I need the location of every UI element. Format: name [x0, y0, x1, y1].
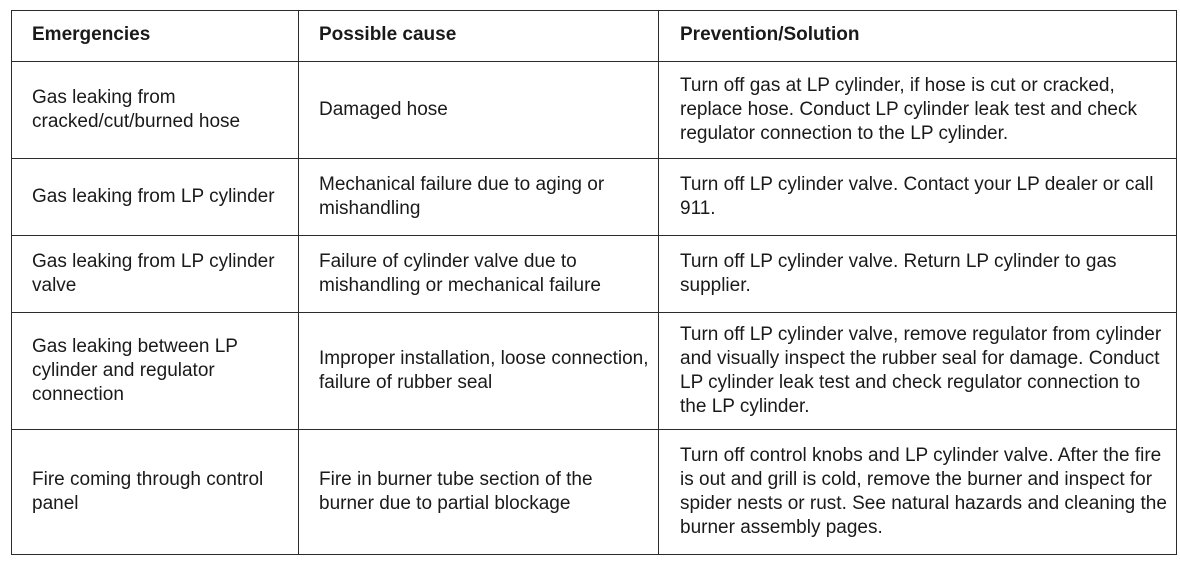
emergency-cell: Gas leaking from LP cylinder valve: [12, 236, 299, 313]
cause-cell: Improper installation, loose connection, failure of rubber seal: [299, 313, 659, 430]
table-row: [12, 159, 1177, 236]
solution-cell: Turn off control knobs and LP cylinder valve. After the fire is out and grill is cold, remove the burner and inspect for spider nests or rust. See natural hazards and cleaning the burner assembly pages.: [659, 430, 1177, 555]
table-row: [12, 313, 1177, 430]
solution-cell: Turn off LP cylinder valve. Contact your LP dealer or call 911.: [659, 159, 1177, 236]
cause-cell: Damaged hose: [299, 62, 659, 159]
solution-cell: Turn off gas at LP cylinder, if hose is cut or cracked, replace hose. Conduct LP cylinder leak test and check regulator connection to the LP cylinder.: [659, 62, 1177, 159]
table-row: [12, 236, 1177, 313]
header-prevention-solution: Prevention/Solution: [659, 11, 1177, 62]
emergency-cell: Fire coming through control panel: [12, 430, 299, 555]
cause-cell: Mechanical failure due to aging or mishandling: [299, 159, 659, 236]
table-header-row: [12, 11, 1177, 62]
solution-cell: Turn off LP cylinder valve. Return LP cylinder to gas supplier.: [659, 236, 1177, 313]
table-row: [12, 430, 1177, 555]
table-row: [12, 62, 1177, 159]
header-possible-cause: Possible cause: [299, 11, 659, 62]
cause-cell: Fire in burner tube section of the burner due to partial blockage: [299, 430, 659, 555]
emergency-cell: Gas leaking between LP cylinder and regulator connection: [12, 313, 299, 430]
emergency-table: [11, 10, 1177, 555]
emergency-cell: Gas leaking from cracked/cut/burned hose: [12, 62, 299, 159]
cause-cell: Failure of cylinder valve due to mishandling or mechanical failure: [299, 236, 659, 313]
header-emergencies: Emergencies: [12, 11, 299, 62]
emergency-cell: Gas leaking from LP cylinder: [12, 159, 299, 236]
solution-cell: Turn off LP cylinder valve, remove regulator from cylinder and visually inspect the rubber seal for damage. Conduct LP cylinder leak test and check regulator connection to the LP cylinder.: [659, 313, 1177, 430]
